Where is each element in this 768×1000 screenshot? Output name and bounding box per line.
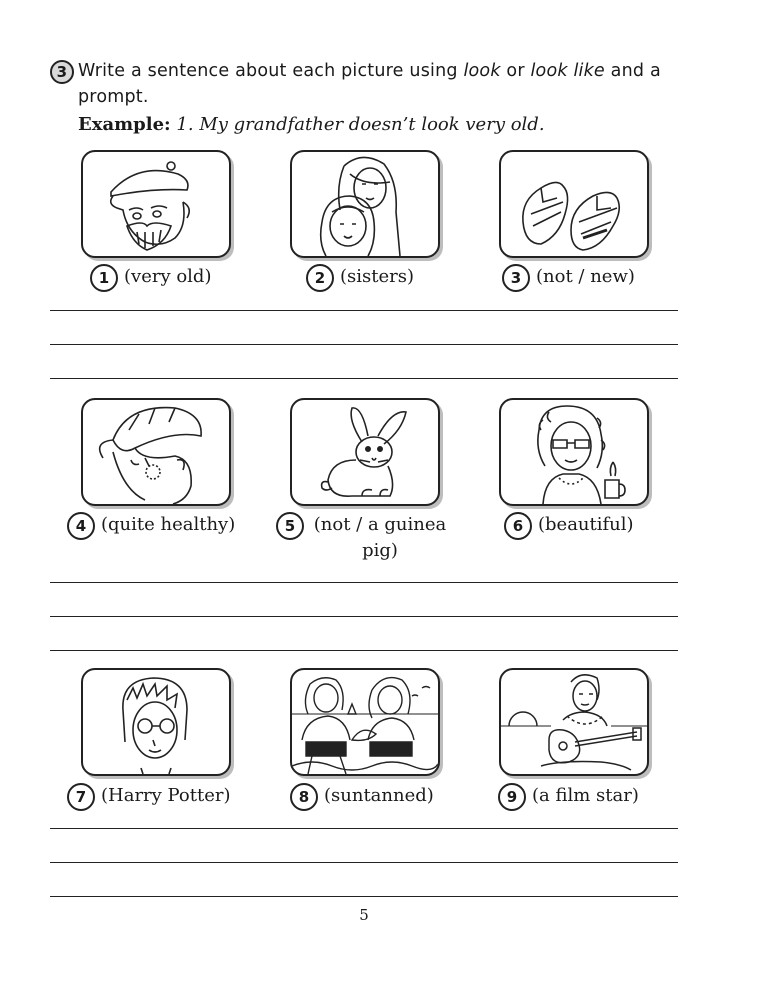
instruction-connector: or bbox=[500, 61, 531, 81]
prompt-2 bbox=[306, 264, 414, 292]
answer-line bbox=[50, 616, 678, 617]
prompt-text: (very old) bbox=[124, 266, 212, 287]
item-number-badge: 1 bbox=[90, 264, 118, 292]
picture-card-6 bbox=[499, 398, 649, 506]
prompt-5 bbox=[276, 512, 450, 564]
prompt-text: (not / a guinea pig) bbox=[313, 514, 447, 561]
picture-card-9 bbox=[499, 668, 649, 776]
prompt-3 bbox=[502, 264, 635, 292]
prompt-9 bbox=[498, 783, 639, 811]
guitar-man-icon bbox=[501, 670, 647, 774]
prompt-text: (suntanned) bbox=[324, 785, 434, 806]
prompt-8 bbox=[290, 783, 434, 811]
item-number-badge: 7 bbox=[67, 783, 95, 811]
two-girls-icon bbox=[292, 152, 438, 256]
boy-cap-icon bbox=[83, 400, 229, 504]
rabbit-icon bbox=[292, 400, 438, 504]
answer-line bbox=[50, 862, 678, 863]
sandals-icon bbox=[501, 152, 647, 256]
item-number-badge: 6 bbox=[504, 512, 532, 540]
picture-card-5 bbox=[290, 398, 440, 506]
picture-card-2 bbox=[290, 150, 440, 258]
instruction-term-look: look bbox=[463, 61, 501, 81]
prompt-text: (Harry Potter) bbox=[101, 785, 231, 806]
answer-line bbox=[50, 650, 678, 651]
answer-line bbox=[50, 310, 678, 311]
exercise-number-badge: 3 bbox=[50, 60, 74, 84]
picture-card-1 bbox=[81, 150, 231, 258]
prompt-text: (beautiful) bbox=[538, 514, 634, 535]
prompt-text: (a film star) bbox=[532, 785, 639, 806]
page-number: 5 bbox=[359, 906, 369, 924]
example-label: Example: bbox=[78, 114, 171, 135]
item-number-badge: 3 bbox=[502, 264, 530, 292]
answer-line bbox=[50, 828, 678, 829]
answer-line bbox=[50, 378, 678, 379]
item-number-badge: 5 bbox=[276, 512, 304, 540]
answer-line bbox=[50, 896, 678, 897]
prompt-text: (quite healthy) bbox=[101, 514, 236, 535]
item-number-badge: 9 bbox=[498, 783, 526, 811]
prompt-6 bbox=[504, 512, 634, 540]
instruction-suffix: and a prompt. bbox=[78, 61, 661, 107]
prompt-7 bbox=[67, 783, 231, 811]
prompt-1 bbox=[90, 264, 211, 292]
item-number-badge: 8 bbox=[290, 783, 318, 811]
old-man-cap-icon bbox=[83, 152, 229, 256]
item-number-badge: 4 bbox=[67, 512, 95, 540]
prompt-text: (sisters) bbox=[340, 266, 415, 287]
instruction-text bbox=[78, 58, 690, 110]
example-line bbox=[78, 114, 545, 135]
item-number-badge: 2 bbox=[306, 264, 334, 292]
picture-card-8 bbox=[290, 668, 440, 776]
woman-glasses-icon bbox=[501, 400, 647, 504]
example-text: 1. My grandfather doesn’t look very old. bbox=[176, 114, 545, 135]
picture-card-4 bbox=[81, 398, 231, 506]
beach-girls-icon bbox=[292, 670, 438, 774]
harry-potter-icon bbox=[83, 670, 229, 774]
instruction-term-look-like: look like bbox=[530, 61, 605, 81]
instruction-prefix: Write a sentence about each picture using bbox=[78, 61, 464, 81]
picture-card-7 bbox=[81, 668, 231, 776]
picture-card-3 bbox=[499, 150, 649, 258]
prompt-text: (not / new) bbox=[536, 266, 635, 287]
prompt-4 bbox=[67, 512, 235, 540]
answer-line bbox=[50, 344, 678, 345]
exercise-instruction bbox=[50, 58, 690, 110]
answer-line bbox=[50, 582, 678, 583]
